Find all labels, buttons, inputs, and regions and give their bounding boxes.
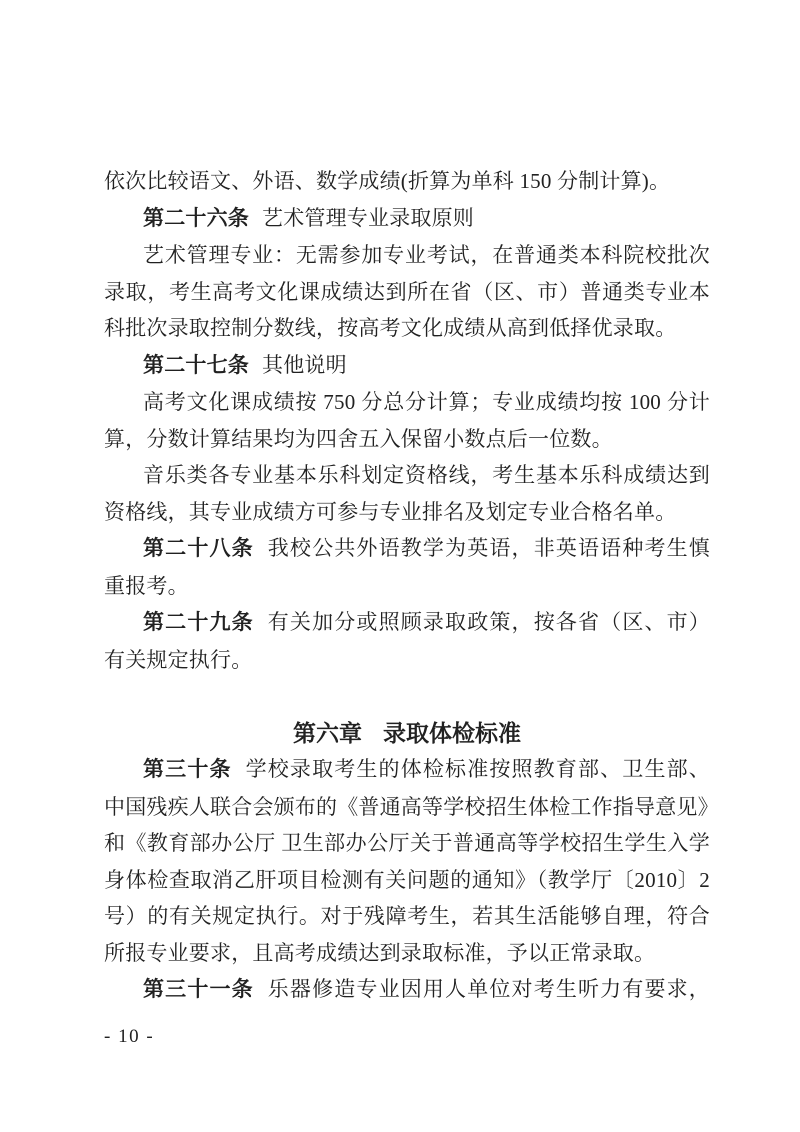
article-title: 其他说明 bbox=[262, 352, 347, 377]
article-text: 学校录取考生的体检标准按照教育部、卫生部、 bbox=[244, 757, 710, 781]
text-line: 所报专业要求，且高考成绩达到录取标准，予以正常录取。 bbox=[104, 940, 656, 965]
article-number: 第二十九条 bbox=[143, 611, 254, 634]
article-29-line bbox=[104, 604, 710, 642]
article-26-line bbox=[104, 200, 710, 238]
article-number: 第二十八条 bbox=[143, 537, 254, 560]
article-text: 我校公共外语教学为英语，非英语语种考生慎 bbox=[266, 536, 711, 560]
article-number: 第二十六条 bbox=[143, 206, 249, 230]
article-30-line bbox=[104, 751, 710, 789]
chapter-title: 录取体检标准 bbox=[383, 719, 521, 746]
text-line: 和《教育部办公厅 卫生部办公厅关于普通高等学校招生学生入学 bbox=[104, 831, 710, 855]
page-number: - 10 - bbox=[104, 1026, 155, 1047]
article-27-line bbox=[104, 347, 710, 385]
text-line: 重报考。 bbox=[104, 573, 189, 598]
article-number: 第三十条 bbox=[143, 758, 232, 781]
text-line: 艺术管理专业：无需参加专业考试，在普通类本科院校批次 bbox=[143, 243, 710, 267]
article-number: 第三十一条 bbox=[143, 978, 254, 1001]
text-line: 科批次录取控制分数线，按高考文化成绩从高到低择优录取。 bbox=[104, 316, 677, 340]
text-line: 算，分数计算结果均为四舍五入保留小数点后一位数。 bbox=[104, 426, 613, 451]
text-line: 依次比较语文、外语、数学成绩(折算为单科 150 分制计算)。 bbox=[104, 169, 671, 193]
document-body bbox=[104, 163, 719, 1009]
article-31-line bbox=[104, 971, 710, 1009]
article-text: 有关加分或照顾录取政策，按各省（区、市） bbox=[266, 610, 711, 634]
chapter-number: 第六章 bbox=[293, 719, 362, 746]
article-28-line bbox=[104, 530, 710, 568]
text-line: 身体检查取消乙肝项目检测有关问题的通知》（教学厅〔2010〕2 bbox=[104, 867, 710, 892]
article-title: 艺术管理专业录取原则 bbox=[262, 205, 474, 230]
text-line: 录取，考生高考文化课成绩达到所在省（区、市）普通类专业本 bbox=[104, 279, 710, 304]
text-line: 高考文化课成绩按 750 分总分计算；专业成绩均按 100 分计 bbox=[143, 390, 710, 414]
article-text: 乐器修造专业因用人单位对考生听力有要求， bbox=[266, 977, 711, 1001]
text-line: 资格线，其专业成绩方可参与专业排名及划定专业合格名单。 bbox=[104, 499, 677, 524]
text-line: 音乐类各专业基本乐科划定资格线，考生基本乐科成绩达到 bbox=[143, 463, 710, 487]
text-line: 号）的有关规定执行。对于残障考生，若其生活能够自理，符合 bbox=[104, 904, 710, 928]
chapter-heading bbox=[104, 715, 710, 752]
article-number: 第二十七条 bbox=[143, 353, 249, 377]
text-line: 有关规定执行。 bbox=[104, 647, 253, 672]
text-line: 中国残疾人联合会颁布的《普通高等学校招生体检工作指导意见》 bbox=[104, 794, 719, 819]
